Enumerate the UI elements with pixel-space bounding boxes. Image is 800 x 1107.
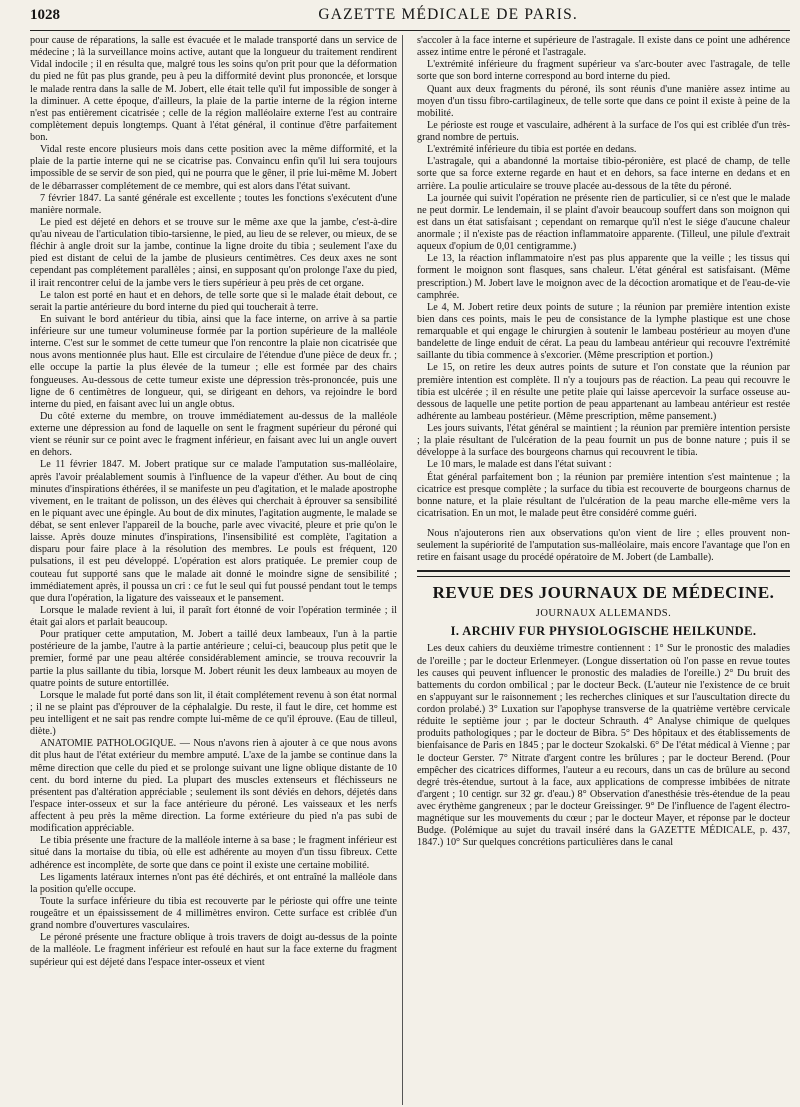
paragraph: Le pied est déjeté en dehors et se trouve sur le même axe que la jambe, c'est-à-dire qu'au niveau de l'articulation tibio-tarsienne, le pied, au lieu de se relever, ou mieux, de se fléchir à angle droit sur la jambe, continue la ligne droite du tibia ; seulement l'axe du pied est distant de celui de la jambe de plusieurs centimètres. Ces deux axes ne sont cependant pas complétement parallèles ; ainsi, en supposant qu'on prolonge l'axe du pied, il irait rencontrer celui de la jambe vers le tiers supérieur à peu près de cet organe.: [30, 216, 397, 289]
paragraph: Lorsque le malade revient à lui, il paraît fort étonné de voir l'opération terminée ; il était gai alors et parlait beaucoup.: [30, 604, 397, 628]
paragraph: En suivant le bord antérieur du tibia, ainsi que la face interne, on arrive à sa partie inférieure sur une tumeur volumineuse formée par la portion supérieure de la malléole interne. C'est sur le sommet de cette tumeur que l'on rencontre la plaie non cicatrisée que nous avons mentionnée plus haut. Elle est circulaire de l'étendue d'une pièce de deux fr. ; elle occupe la partie la plus élevée de la tumeur ; elle est formée par des chairs fongueuses. Au-dessous de cette tumeur existe une dépression très-prononcée, puis une ligne de 6 centimètres de longueur, qui, se dirigeant en dehors, va rejoindre le bord interne du pied, en faisant avec lui un angle obtus.: [30, 313, 397, 410]
paragraph: Du côté externe du membre, on trouve immédiatement au-dessus de la malléole externe une dépression au fond de laquelle on sent le fragment supérieur du péroné qui vient se réunir sur ce point avec le fragment inférieur, en faisant avec lui un angle ouvert en dehors.: [30, 410, 397, 459]
revue-subtitle: JOURNAUX ALLEMANDS.: [535, 608, 672, 620]
paragraph: Le 4, M. Jobert retire deux points de suture ; la réunion par première intention existe bien dans ces points, mais le peu de consistance de la lymphe plastique est une chose remarquable et qui engage le chirurgien à soutenir le lambeau postérieur au moyen d'une bandelette de linge enduit de cérat. La peau du lambeau antérieur qui recouvre l'extrémité saillante du tibia commence à s'excorier. (Même prescription et portion.): [417, 301, 790, 362]
paragraph: Le talon est porté en haut et en dehors, de telle sorte que si le malade était debout, ce serait la partie antérieure du bord interne du pied qui toucherait à terre.: [30, 289, 397, 313]
paragraph: Le tibia présente une fracture de la malléole interne à sa base ; le fragment inférieur est situé dans la mortaise du tibia, où elle est adhérente au moyen d'un tissu fibreux. Cette adhérence est incomplète, de sorte que dans ce point il existe une certaine mobilité.: [30, 835, 397, 871]
paragraph: Le 15, on retire les deux autres points de suture et l'on constate que la réunion par première intention est complète. Il n'y a toujours pas de réaction. La peau qui recouvre le tibia est ulcérée ; il en résulte une petite plaie qui laisse apercevoir la surface osseuse au-dessous de laquelle une petite portion de peau appartenant au lambeau antérieur est restée adhérente au lambeau postérieur. (Même prescription, même pansement.): [417, 362, 790, 422]
revue-title: REVUE DES JOURNAUX DE MÉDECINE.: [432, 583, 775, 603]
section-rule-thin: [417, 576, 790, 577]
paragraph: Les ligaments latéraux internes n'ont pas été déchirés, et ont entraîné la malléole dans la position qu'elle occupe.: [30, 871, 397, 895]
columns: [30, 35, 790, 1105]
closing-paragraph: Nous n'ajouterons rien aux observations qu'on vient de lire ; elles prouvent non-seulement la supériorité de l'amputation sus-malléolaire, mais encore l'avantage que l'on en retire en faisant usage du procédé opératoire de M. Jobert (de Lamballe).: [417, 528, 790, 564]
paragraph: Le 10 mars, le malade est dans l'état suivant :: [427, 459, 612, 471]
journal-title: GAZETTE MÉDICALE DE PARIS.: [318, 6, 578, 23]
paragraph: État général parfaitement bon ; la réunion par première intention s'est maintenue ; la cicatrice est presque complète ; la surface du tibia est recouverte de bourgeons charnus de bonne nature, et la plaie résultant de l'ulcération de la peau marche elle-même vers la cicatrisation. En un mot, le malade peut être considéré comme guéri.: [417, 471, 790, 519]
paragraph: L'extrémité inférieure du fragment supérieur va s'arc-bouter avec l'astragale, de telle sorte que son bord interne correspond au bord interne du pied.: [417, 59, 790, 83]
journal-heading: I. ARCHIV FUR PHYSIOLOGISCHE HEILKUNDE.: [450, 624, 757, 639]
paragraph: Pour pratiquer cette amputation, M. Jobert a taillé deux lambeaux, l'un à la partie postérieure de la jambe, l'autre à la partie antérieure ; celui-ci, beaucoup plus petit que le premier, formé par une peau altérée considérablement amincie, se trouva recouvrir la partie la plus saillante du tibia, lorsque M. Jobert réunit les deux lambeaux au moyen de quatre points de suture entortillée.: [30, 629, 397, 689]
revue-paragraph: Les deux cahiers du deuxième trimestre contiennent : 1° Sur le pronostic des maladies de l'oreille ; par le docteur Erlenmeyer. (Longue dissertation où l'on passe en revue toutes les causes qui peuvent influencer le pronostic des maladies de l'oreille.) 2° Du bruit des battements du cordon ombilical ; par le docteur Beck. (L'auteur nie l'existence de ce bruit en s'appuyant sur le raisonnement ; les recherches cliniques et sur l'auscultation directe du cordon prolabé.) 3° Luxation sur l'apophyse transverse de la quatrième vertèbre cervicale réduite le septième jour ; par le docteur Schrauth. 4° Analyse chimique de quelques produits pathologiques ; par le docteur de Bibra. 5° Des hôpitaux et des établissements de bienfaisance de Paris en 1845 ; par le docteur Szokalski. 6° De l'état médical à Vienne ; par le docteur Gerster. 7° Nitrate d'argent contre les brûlures ; par le docteur Berend. (Pour empêcher des cicatrices difformes, l'auteur a eu recours, dans un cas de brûlure au second degré très-étendue, surtout à la face, aux applications de compresse imbibées de nitrate d'argent ; 10 centigr. sur 32 gr. d'eau.) 8° Observation d'anesthésie très-étendue de la peau avec érythème gangreneux ; par le docteur Greissinger. 9° De l'influence de l'agent électro-magnétique sur les mouvements du cœur ; par le docteur Mayer, et réponse par le docteur Budge. (Polémique au sujet du travail inséré dans la GAZETTE MÉDICALE, p. 437, 1847.) 10° Sur quelques concrétions particulières dans le canal: [417, 643, 790, 849]
paragraph: Le péroné présente une fracture oblique à trois travers de doigt au-dessus de la pointe de la malléole. Le fragment inférieur est refoulé en haut sur la face externe du fragment supérieur qui est déjeté dans l'espace inter-osseux et vient: [30, 932, 397, 968]
page-number: 1028: [30, 7, 60, 23]
paragraph: L'astragale, qui a abandonné la mortaise tibio-péronière, est placé de champ, de telle sorte que sa force externe regarde en haut et en dehors, sa face interne en dedans et en arrière. La poulie articulaire se trouve placée au-dessous de la tête du péroné.: [417, 156, 790, 192]
page-header: [30, 6, 790, 31]
paragraph: Vidal reste encore plusieurs mois dans cette position avec la même difformité, et la plaie de la partie interne qui ne se cicatrise pas. Convaincu enfin qu'il lui sera toujours impossible de se servir de son pied, qui ne pourra que le gêner, il prie lui-même M. Jobert de le débarrasser complétement de ce membre, qui est alors dans l'état suivant.: [30, 144, 397, 192]
paragraph: Le 11 février 1847. M. Jobert pratique sur ce malade l'amputation sus-malléolaire, après l'avoir préalablement soumis à l'influence de la vapeur d'éther. Au bout de cinq minutes d'inspirations éthérées, il se manifeste un peu d'agitation, et le malade apostrophe vivement, en le traitant de polisson, un des élèves qui cherchait à éprouver sa sensibilité en le piquant avec une épingle. Au bout de dix minutes, l'agitation augmente, le malade se débat, se sent enlever l'appareil de la bouche, parle avec vivacité, pleure et prie qu'on le laisse. Après douze minutes d'inspirations, l'insensibilité est complète, l'agitation a disparu pour faire place à la résolution des membres. Le pouls est fréquent, 120 pulsations, il est peu développé. L'opération est alors pratiquée. Le premier coup de couteau fut supporté sans que le malade ait donné le moindre signe de sensibilité ; immédiatement après, il poussa un cri : ce fut le seul qui fut poussé pendant tout le temps que dura l'opération, la ligature des vaisseaux et le pansement.: [30, 459, 397, 604]
paragraph: Quant aux deux fragments du péroné, ils sont réunis d'une manière assez intime au moyen d'un tissu fibro-cartilagineux, de telle sorte que dans ce point il existe à peine de la mobilité.: [417, 83, 790, 119]
paragraph: 7 février 1847. La santé générale est excellente ; toutes les fonctions s'exécutent d'une manière normale.: [30, 192, 397, 216]
paragraph-anatomie: ANATOMIE PATHOLOGIQUE. — Nous n'avons rien à ajouter à ce que nous avons dit plus haut de l'état extérieur du membre amputé. L'axe de la jambe se continue dans la même direction que celle du pied et se prolonge suivant une ligne oblique distante de 10 cent. du bord interne du pied. La plupart des muscles extenseurs et fléchisseurs ne présentent pas d'altération appréciable ; seulement ils sont déviés en dehors, déjetés dans l'espace inter-osseux et sur la face antérieure du péroné. Les vaisseaux et les nerfs affectent à peu près la même direction. La forme extérieure du pied n'a pas subi de modification appréciable.: [30, 738, 397, 835]
right-column: [417, 35, 790, 1105]
paragraph: Le 13, la réaction inflammatoire n'est pas plus apparente que la veille ; les tissus qui forment le moignon sont flasques, sans chaleur. L'état général est satisfaisant. (Même prescription.) M. Jobert lave le moignon avec de la décoction aromatique et de l'eau-de-vie camphrée.: [417, 253, 790, 301]
section-rule: [417, 570, 790, 572]
paragraph: Le périoste est rouge et vasculaire, adhérent à la surface de l'os qui est criblée d'un très-grand nombre de pertuis.: [417, 119, 790, 143]
paragraph: pour cause de réparations, la salle est évacuée et le malade transporté dans un service de médecine ; là la surveillance moins active, autant que la longueur du traitement rendirent Vidal indocile ; il en résulta que, malgré tous les soins qu'on prit pour que la déformation du pied ne fût pas plus grande, peu à peu la difformité devint plus prononcée, et lorsque le malade rentra dans la salle de M. Jobert, elle était telle qu'il fut impossible de songer à la diminuer. A cette époque, d'ailleurs, la plaie de la partie interne de la région interne n'est pas entièrement cicatrisée ; celle de la région malléolaire externe l'est au contraire complètement depuis longtemps. Quant à l'état général, il continue d'être parfaitement bon.: [30, 35, 397, 143]
paragraph: Lorsque le malade fut porté dans son lit, il était complétement revenu à son état normal ; il ne se plaint pas d'éprouver de la céphalalgie. Du reste, il faut le dire, cet homme est peu intelligent et ne sait pas rendre compte lui-même de ce qu'il éprouve. (Eau de tilleul, diète.): [30, 689, 397, 738]
paragraph: L'extrémité inférieure du tibia est portée en dedans.: [427, 144, 637, 156]
paragraph: s'accoler à la face interne et supérieure de l'astragale. Il existe dans ce point une adhérence assez intime entre le péroné et l'astragale.: [417, 35, 790, 59]
paragraph: La journée qui suivit l'opération ne présente rien de particulier, si ce n'est que le malade ne peut dormir. Le lendemain, il se plaint d'avoir beaucoup souffert dans son moignon qui est dans un état satisfaisant ; cependant on remarque qu'il n'est le siége d'aucune chaleur anormale ; il n'existe pas de réaction inflammatoire apparente. (Tilleul, une pilule d'extrait aqueux d'opium de 0,01 centigramme.): [417, 192, 790, 253]
paragraph: Les jours suivants, l'état général se maintient ; la réunion par première intention persiste ; la plaie résultant de l'ulcération de la peau fournit un pus de bonne nature ; puis il se développe à la surface des bourgeons charnus qui recouvrent le tibia.: [417, 423, 790, 459]
spacer: [417, 520, 790, 528]
left-column: [30, 35, 403, 1105]
paragraph: Toute la surface inférieure du tibia est recouverte par le périoste qui offre une teinte rougeâtre et un épaississement de 4 millimètres environ. Cette surface est criblée d'un grand nombre d'ouvertures vasculaires.: [30, 895, 397, 932]
